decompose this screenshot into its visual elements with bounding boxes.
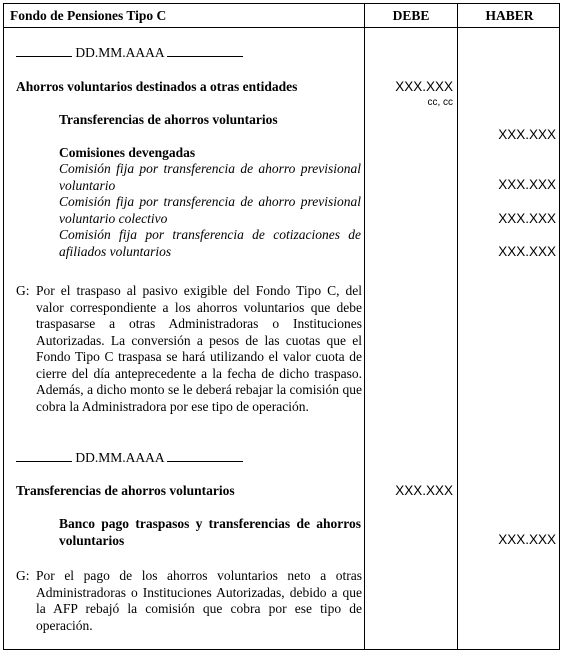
date-blank-left bbox=[16, 44, 72, 57]
entry1-gloss-text: Por el traspaso al pasivo exigible del Fondo Tipo C, del valor correspondiente a los ahorros voluntarios que debe traspasarse a otras Administradoras o Instituciones Autorizadas. La conversión a pesos de las cuotas que el Fondo Tipo C traspasa se hará utilizando el valor cuota de cierre del día anteprecedente a la fecha de dicho traspaso. Además, a dicho monto se le deberá rebajar la comisión que cobra la Administradora por ese tipo de operación. bbox=[36, 283, 362, 414]
entry1-debit-amount: XXX.XXX bbox=[395, 79, 453, 94]
entry1-credit-account: Transferencias de ahorros voluntarios bbox=[59, 112, 278, 127]
date-blank-right bbox=[167, 449, 243, 462]
entry2-credit-amount: XXX.XXX bbox=[498, 532, 556, 547]
entry1-debit-note: cc, cc bbox=[427, 97, 453, 108]
entry1-date-line bbox=[16, 44, 243, 61]
entry2-credit-account: Banco pago traspasos y transferencias de ahorros voluntarios bbox=[59, 516, 361, 548]
entry2-gloss-text: Por el pago de los ahorros voluntarios neto a otras Administradoras o Instituciones Autorizadas, debido a que la AFP rebajó la comisión que cobra por ese tipo de operación. bbox=[36, 568, 362, 633]
column-divider-debe bbox=[364, 4, 365, 649]
entry1-commission-1-amount: XXX.XXX bbox=[498, 177, 556, 192]
entry1-gloss-label: G: bbox=[16, 283, 30, 298]
entry2-debit-amount: XXX.XXX bbox=[395, 483, 453, 498]
entry1-commissions-title: Comisiones devengadas bbox=[59, 145, 196, 160]
header-divider bbox=[4, 27, 559, 28]
entry2-gloss-label: G: bbox=[16, 568, 30, 583]
entry1-commission-1: Comisión fija por transferencia de ahorro previsional voluntario bbox=[59, 161, 361, 193]
entry1-date: DD.MM.AAAA bbox=[75, 45, 164, 60]
header-haber: HABER bbox=[485, 8, 534, 23]
entry1-commission-2-amount: XXX.XXX bbox=[498, 211, 556, 226]
date-blank-right bbox=[167, 44, 243, 57]
entry2-date-line bbox=[16, 449, 243, 466]
entry2-gloss bbox=[16, 568, 362, 634]
entry2-date: DD.MM.AAAA bbox=[75, 450, 164, 465]
entry1-commission-3-amount: XXX.XXX bbox=[498, 244, 556, 259]
entry1-commission-3: Comisión fija por transferencia de cotizaciones de afiliados voluntarios bbox=[59, 227, 361, 259]
accounting-entry-table bbox=[3, 3, 560, 650]
entry1-commission-2: Comisión fija por transferencia de ahorro previsional voluntario colectivo bbox=[59, 194, 361, 226]
column-divider-haber bbox=[457, 4, 458, 649]
entry1-credit-amount: XXX.XXX bbox=[498, 127, 556, 142]
header-fund-name: Fondo de Pensiones Tipo C bbox=[10, 8, 167, 23]
date-blank-left bbox=[16, 449, 72, 462]
entry2-debit-account: Transferencias de ahorros voluntarios bbox=[16, 483, 235, 498]
entry1-debit-account: Ahorros voluntarios destinados a otras entidades bbox=[16, 79, 298, 94]
entry1-gloss bbox=[16, 283, 362, 415]
header-debe: DEBE bbox=[392, 8, 430, 23]
